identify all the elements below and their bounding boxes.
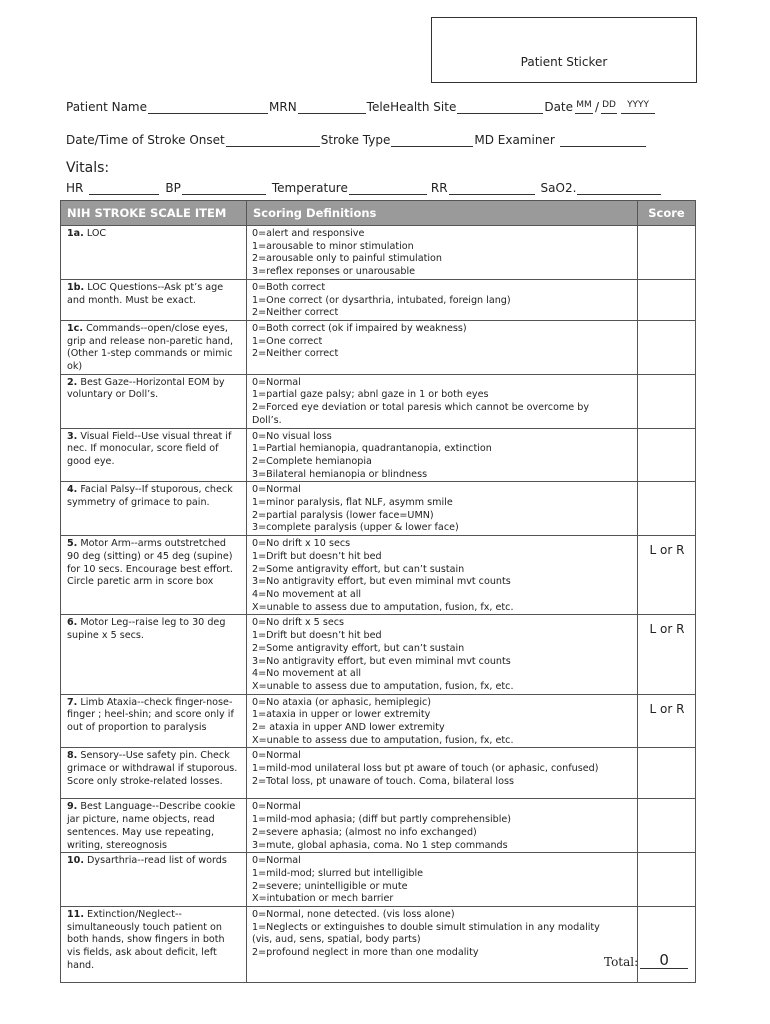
table-row: [61, 799, 696, 853]
definition-line: 1=Partial hemianopia, quadrantanopia, extinction: [252, 443, 492, 455]
rr-label: RR: [430, 181, 448, 195]
definitions-cell: [247, 428, 638, 482]
date-month-field[interactable]: [575, 101, 593, 114]
md-examiner-field[interactable]: [560, 134, 646, 147]
definition-line: 1=Neglects or extinguishes to double simult stimulation in any modality: [252, 921, 600, 933]
definition-line: 2=Neither correct: [252, 348, 339, 360]
patient-name-field[interactable]: [148, 101, 268, 114]
item-number: 1b.: [67, 281, 85, 293]
item-number: 2.: [67, 376, 78, 388]
definition-line: 1=mild-mod unilateral loss but pt aware of touch (or aphasic, confused): [252, 763, 599, 775]
telehealth-site-label: TeleHealth Site: [366, 100, 457, 114]
item-description: Extinction/Neglect--simultaneously touch patient on both hands, show fingers in both vis fields, ask about deficit, left hand.: [67, 909, 225, 971]
definition-line: 2=severe; unintelligible or mute: [252, 880, 408, 892]
item-number: 1a.: [67, 228, 84, 239]
definitions-cell: [247, 694, 638, 748]
definition-line: 2=Some antigravity effort, but can’t sustain: [252, 642, 465, 654]
definition-line: X=unable to assess due to amputation, fusion, fx, etc.: [252, 601, 514, 613]
mrn-label: MRN: [269, 100, 297, 114]
date-year-field[interactable]: [621, 101, 655, 114]
score-cell[interactable]: [638, 428, 696, 482]
table-row: [61, 428, 696, 482]
item-number: 4.: [67, 484, 78, 496]
date-month-caption: MM: [576, 100, 592, 110]
definition-line: 0=Both correct (ok if impaired by weakness): [252, 322, 467, 334]
patient-name-label: Patient Name: [66, 100, 147, 114]
vitals-title: Vitals:: [66, 160, 110, 176]
definition-line: 1=One correct: [252, 335, 323, 347]
item-description: LOC: [83, 228, 107, 239]
definition-line: 0=alert and responsive: [252, 228, 365, 239]
definition-line: 0=Both correct: [252, 281, 326, 293]
bp-label: BP: [165, 181, 181, 195]
score-cell[interactable]: [638, 374, 696, 428]
table-row: [61, 748, 696, 799]
definition-line: 1=Drift but doesn’t hit bed: [252, 550, 382, 562]
md-examiner-label: MD Examiner: [474, 133, 555, 147]
definition-line: 3=complete paralysis (upper & lower face): [252, 522, 459, 534]
rr-field[interactable]: [449, 182, 535, 195]
table-row: [61, 853, 696, 907]
item-cell: [61, 374, 247, 428]
item-cell: [61, 320, 247, 374]
item-cell: [61, 428, 247, 482]
hr-label: HR: [66, 181, 84, 195]
definition-line: 0=Normal: [252, 376, 301, 388]
patient-sticker-box: [431, 17, 697, 83]
definition-line: 3=reflex reponses or unarousable: [252, 266, 416, 278]
definition-line: 1=mild-mod aphasia; (diff but partly comprehensible): [252, 814, 512, 826]
hr-field[interactable]: [89, 182, 159, 195]
side-indicator: L or R: [649, 701, 685, 716]
definitions-cell: [247, 482, 638, 536]
definitions-cell: [247, 615, 638, 694]
stroke-onset-field[interactable]: [226, 134, 320, 147]
score-cell[interactable]: [638, 320, 696, 374]
table-row: [61, 374, 696, 428]
definitions-cell: [247, 279, 638, 320]
definition-line: 0=Normal, none detected. (vis loss alone): [252, 909, 455, 921]
definition-line: 2=profound neglect in more than one modality: [252, 947, 479, 959]
definitions-cell: [247, 320, 638, 374]
definition-line: 2=partial paralysis (lower face=UMN): [252, 509, 434, 521]
definition-line: 4=No movement at all: [252, 588, 362, 600]
bp-field[interactable]: [182, 182, 266, 195]
definition-line: 1=mild-mod; slurred but intelligible: [252, 867, 424, 879]
definition-line: X=unable to assess due to amputation, fusion, fx, etc.: [252, 680, 514, 692]
definition-line: (vis, aud, sens, spatial, body parts): [252, 934, 421, 946]
item-cell: [61, 279, 247, 320]
definition-line: 2=Forced eye deviation or total paresis which cannot be overcome by: [252, 402, 590, 414]
definition-line: 2=Complete hemianopia: [252, 455, 372, 467]
item-description: Motor Leg--raise leg to 30 deg supine x 5 secs.: [67, 617, 226, 642]
item-cell: [61, 694, 247, 748]
item-cell: [61, 748, 247, 799]
definitions-cell: [247, 799, 638, 853]
temperature-label: Temperature: [271, 181, 348, 195]
table-row: [61, 320, 696, 374]
score-cell[interactable]: [638, 694, 696, 748]
item-cell: [61, 615, 247, 694]
definition-line: 0=No visual loss: [252, 430, 332, 442]
definitions-cell: [247, 226, 638, 280]
definition-line: 1=partial gaze palsy; abnl gaze in 1 or both eyes: [252, 389, 489, 401]
total-label: Total:: [604, 955, 639, 969]
definition-line: 0=Normal: [252, 750, 301, 762]
table-row: [61, 615, 696, 694]
definition-line: 0=No ataxia (or aphasic, hemiplegic): [252, 696, 432, 708]
item-description: Motor Arm--arms outstretched 90 deg (sitting) or 45 deg (supine) for 10 secs. Encourage best effort. Circle paretic arm in score box: [67, 538, 233, 588]
table-row: [61, 907, 696, 983]
definition-line: 0=Normal: [252, 484, 301, 496]
date-day-field[interactable]: [601, 101, 617, 114]
date-day-caption: DD: [602, 100, 616, 110]
item-description: Dysarthria--read list of words: [84, 855, 227, 867]
table-header-row: [61, 201, 696, 226]
definition-line: X=intubation or mech barrier: [252, 893, 394, 905]
definition-line: 1=minor paralysis, flat NLF, asymm smile: [252, 497, 453, 509]
table-body: [61, 226, 696, 983]
item-description: Sensory--Use safety pin. Check grimace or withdrawal if stuporous. Score only stroke-related losses.: [67, 750, 238, 787]
definition-line: 0=Normal: [252, 801, 301, 813]
definition-line: 1=Drift but doesn’t hit bed: [252, 630, 382, 642]
item-number: 3.: [67, 430, 78, 442]
column-header-item: NIH STROKE SCALE ITEM: [61, 201, 247, 226]
item-cell: [61, 536, 247, 615]
definition-line: 3=Bilateral hemianopia or blindness: [252, 468, 428, 480]
definition-line: 2=Neither correct: [252, 307, 339, 319]
definition-line: 3=No antigravity effort, but even miminal mvt counts: [252, 655, 511, 667]
column-header-score: Score: [638, 201, 696, 226]
nih-stroke-scale-table: [60, 200, 696, 983]
score-cell[interactable]: [638, 536, 696, 615]
definition-line: Doll’s.: [252, 414, 282, 426]
item-cell: [61, 907, 247, 983]
score-cell[interactable]: [638, 279, 696, 320]
score-cell[interactable]: [638, 799, 696, 853]
stroke-type-field[interactable]: [391, 134, 473, 147]
total-value-field[interactable]: 0: [640, 952, 688, 969]
item-number: 10.: [67, 855, 84, 867]
score-cell[interactable]: [638, 226, 696, 280]
score-cell[interactable]: [638, 907, 696, 983]
temperature-field[interactable]: [349, 182, 427, 195]
stroke-info-line: [66, 133, 647, 147]
item-description: LOC Questions--Ask pt’s age and month. Must be exact.: [67, 281, 224, 306]
side-indicator: L or R: [649, 622, 685, 637]
definition-line: 3=No antigravity effort, but even miminal mvt counts: [252, 576, 511, 588]
item-description: Visual Field--Use visual threat if nec. If monocular, score field of good eye.: [67, 430, 232, 467]
definitions-cell: [247, 748, 638, 799]
total-score: [604, 952, 688, 969]
sao2-field[interactable]: [577, 182, 661, 195]
date-year-caption: YYYY: [627, 100, 650, 110]
item-description: Commands--open/close eyes, grip and release non-paretic hand, (Other 1-step commands or mimic ok): [67, 322, 233, 373]
table-row: [61, 279, 696, 320]
table-row: [61, 226, 696, 280]
definition-line: 3=mute, global aphasia, coma. No 1 step commands: [252, 839, 508, 851]
item-cell: [61, 226, 247, 280]
definition-line: 4=No movement at all: [252, 668, 362, 680]
item-description: Best Gaze--Horizontal EOM by voluntary or Doll’s.: [67, 376, 225, 401]
definition-line: 2= ataxia in upper AND lower extremity: [252, 722, 445, 734]
table-row: [61, 536, 696, 615]
item-number: 11.: [67, 909, 84, 921]
item-number: 7.: [67, 696, 78, 708]
definition-line: 1=arousable to minor stimulation: [252, 240, 414, 252]
definition-line: 2=Some antigravity effort, but can’t sustain: [252, 563, 465, 575]
definition-line: 0=No drift x 5 secs: [252, 617, 345, 629]
definition-line: 0=No drift x 10 secs: [252, 538, 351, 550]
score-cell[interactable]: [638, 615, 696, 694]
score-cell[interactable]: [638, 853, 696, 907]
side-indicator: L or R: [649, 543, 685, 558]
telehealth-site-field[interactable]: [457, 101, 543, 114]
definition-line: 0=Normal: [252, 855, 301, 867]
item-number: 5.: [67, 538, 78, 550]
definition-line: 1=One correct (or dysarthria, intubated, foreign lang): [252, 294, 511, 306]
patient-sticker-label: Patient Sticker: [520, 55, 608, 69]
item-description: Best Language--Describe cookie jar picture, name objects, read sentences. May use repeating, writing, stereognosis: [67, 801, 236, 851]
definitions-cell: [247, 853, 638, 907]
table-row: [61, 482, 696, 536]
stroke-type-label: Stroke Type: [320, 133, 391, 147]
definitions-cell: [247, 536, 638, 615]
column-header-definitions: Scoring Definitions: [247, 201, 638, 226]
definitions-cell: [247, 907, 638, 983]
definition-line: 2=Total loss, pt unaware of touch. Coma, bilateral loss: [252, 775, 514, 787]
item-cell: [61, 853, 247, 907]
definitions-cell: [247, 374, 638, 428]
item-cell: [61, 482, 247, 536]
item-number: 9.: [67, 801, 78, 813]
item-description: Limb Ataxia--check finger-nose-finger ; heel-shin; and score only if out of proportion to paralysis: [67, 696, 234, 734]
item-number: 6.: [67, 617, 78, 629]
score-cell[interactable]: [638, 748, 696, 799]
stroke-onset-label: Date/Time of Stroke Onset: [66, 133, 225, 147]
definition-line: X=unable to assess due to amputation, fusion, fx, etc.: [252, 734, 514, 746]
date-label: Date: [544, 100, 574, 114]
definition-line: 2=severe aphasia; (almost no info exchanged): [252, 826, 477, 838]
item-number: 1c.: [67, 322, 84, 334]
item-description: Facial Palsy--If stuporous, check symmetry of grimace to pain.: [67, 484, 233, 509]
table-row: [61, 694, 696, 748]
score-cell[interactable]: [638, 482, 696, 536]
item-cell: [61, 799, 247, 853]
vitals-line: [66, 181, 662, 195]
definition-line: 2=arousable only to painful stimulation: [252, 253, 442, 265]
item-number: 8.: [67, 750, 78, 762]
mrn-field[interactable]: [298, 101, 366, 114]
definition-line: 1=ataxia in upper or lower extremity: [252, 709, 431, 721]
sao2-label: SaO2.: [540, 181, 577, 195]
date-separator: /: [595, 100, 600, 114]
patient-info-line: [66, 100, 657, 114]
